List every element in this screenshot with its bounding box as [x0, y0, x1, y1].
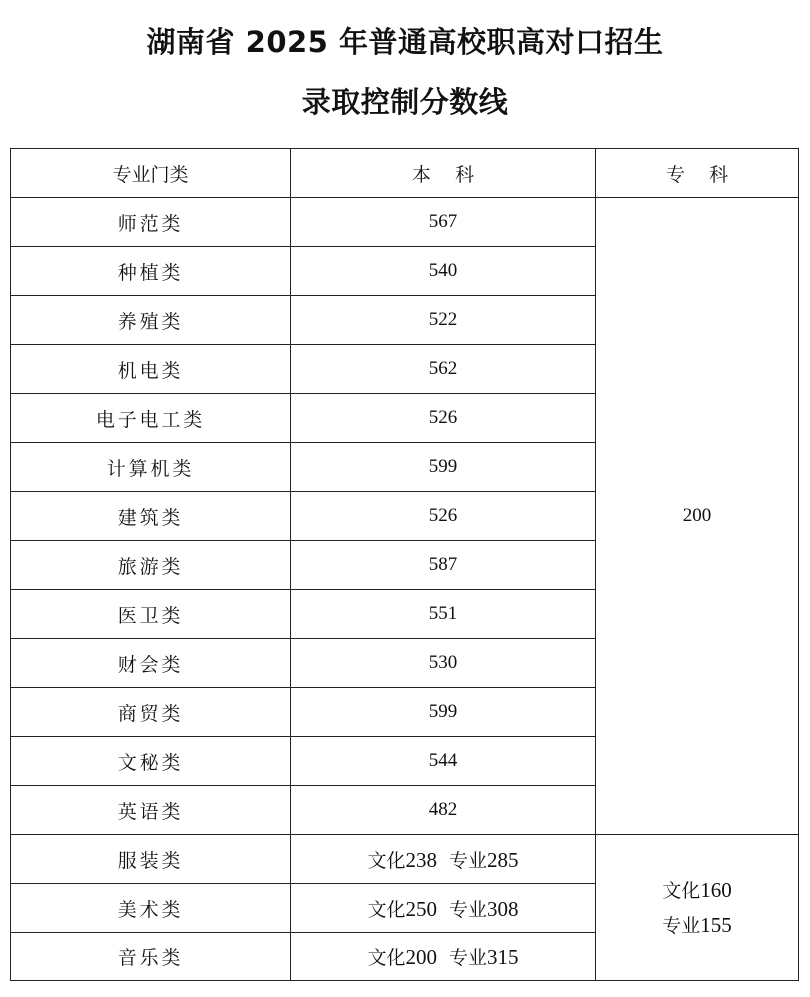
category-cell: 文秘类 — [11, 737, 291, 786]
culture-score: 200 — [405, 945, 437, 969]
header-undergraduate — [291, 149, 596, 198]
vocational-art-score-cell — [596, 835, 799, 981]
undergrad-score-cell: 599 — [291, 688, 596, 737]
undergrad-score-cell: 530 — [291, 639, 596, 688]
undergrad-score-cell: 540 — [291, 247, 596, 296]
major-label: 专业 — [449, 849, 488, 872]
major-score: 308 — [487, 896, 519, 921]
major-label: 专业 — [449, 947, 488, 969]
table-header-row — [11, 149, 799, 198]
category-cell: 旅游类 — [11, 541, 291, 590]
culture-label: 文化 — [367, 849, 406, 872]
culture-score: 238 — [405, 847, 437, 872]
header-category: 专业门类 — [11, 149, 291, 198]
category-cell: 服装类 — [11, 835, 291, 884]
table-row — [11, 835, 799, 884]
vocational-art-culture — [596, 873, 798, 908]
vocational-art-major — [596, 908, 798, 943]
table-row — [11, 198, 799, 247]
undergrad-score-cell: 526 — [291, 394, 596, 443]
category-cell: 电子电工类 — [11, 394, 291, 443]
category-cell: 美术类 — [11, 884, 291, 933]
art-score-cell — [291, 933, 596, 981]
category-cell: 师范类 — [11, 198, 291, 247]
undergrad-score-cell: 522 — [291, 296, 596, 345]
culture-score: 160 — [700, 877, 732, 902]
category-cell: 计算机类 — [11, 443, 291, 492]
category-cell: 医卫类 — [11, 590, 291, 639]
major-score: 155 — [700, 912, 732, 937]
category-cell: 养殖类 — [11, 296, 291, 345]
document-title-line2: 录取控制分数线 — [301, 85, 509, 119]
header-vocational — [596, 149, 799, 198]
culture-label: 文化 — [662, 879, 701, 902]
header-vocational-text: 专 科 — [665, 163, 729, 186]
document-title-line1: 湖南省 2025 年普通高校职高对口招生 — [146, 25, 664, 59]
vocational-general-score-cell: 200 — [596, 198, 799, 835]
category-cell: 商贸类 — [11, 688, 291, 737]
header-undergraduate-text: 本 科 — [411, 163, 475, 186]
category-cell: 种植类 — [11, 247, 291, 296]
major-label: 专业 — [449, 898, 488, 921]
undergrad-score-cell: 482 — [291, 786, 596, 835]
culture-label: 文化 — [367, 947, 406, 969]
category-cell: 机电类 — [11, 345, 291, 394]
undergrad-score-cell: 567 — [291, 198, 596, 247]
category-cell: 音乐类 — [11, 933, 291, 981]
undergrad-score-cell: 544 — [291, 737, 596, 786]
art-score-cell — [291, 884, 596, 933]
undergrad-score-cell: 562 — [291, 345, 596, 394]
culture-label: 文化 — [367, 898, 406, 921]
major-label: 专业 — [662, 914, 701, 937]
score-table — [10, 148, 799, 981]
major-score: 315 — [487, 945, 519, 969]
undergrad-score-cell: 526 — [291, 492, 596, 541]
art-score-cell — [291, 835, 596, 884]
category-cell: 英语类 — [11, 786, 291, 835]
undergrad-score-cell: 599 — [291, 443, 596, 492]
culture-score: 250 — [405, 896, 437, 921]
undergrad-score-cell: 551 — [291, 590, 596, 639]
category-cell: 建筑类 — [11, 492, 291, 541]
major-score: 285 — [487, 847, 519, 872]
category-cell: 财会类 — [11, 639, 291, 688]
undergrad-score-cell: 587 — [291, 541, 596, 590]
